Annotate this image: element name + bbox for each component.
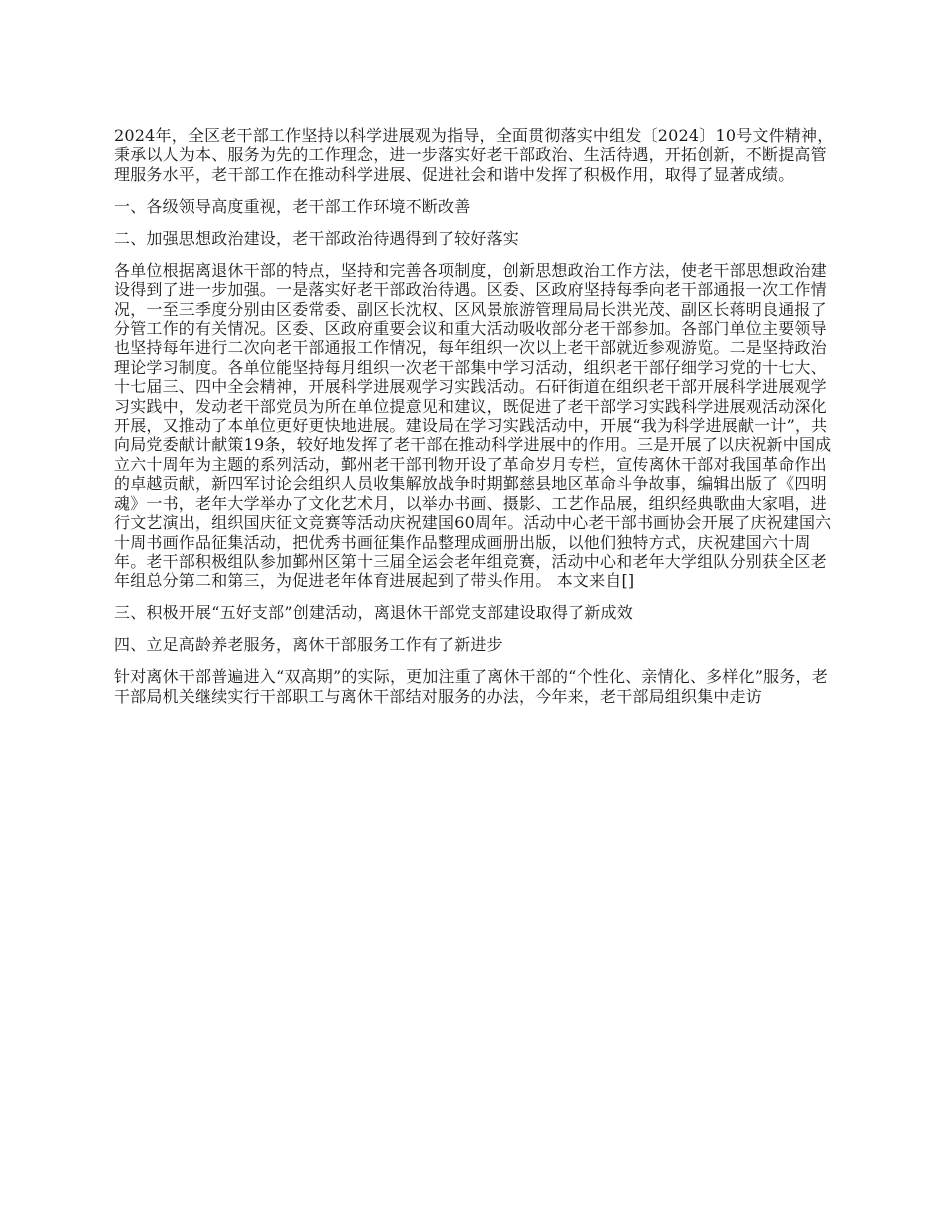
section-2-paragraph: 各单位根据离退休干部的特点，坚持和完善各项制度，创新思想政治工作方法，使老干部思想政治建设得到了进一步加强。一是落实好老干部政治待遇。区委、区政府坚持每季向老干部通报一次工作情况，一至三季度分别由区委常委、副区长沈权、区风景旅游管理局局长洪光茂、副区长蒋明良通报了分管工作的有关情况。区委、区政府重要会议和重大活动吸收部分老干部参加。各部门单位主要领导也坚持每年进行二次向老干部通报工作情况，每年组织一次以上老干部就近参观游览。二是坚持政治理论学习制度。各单位能坚持每月组织一次老干部集中学习活动，组织老干部仔细学习党的十七大、十七届三、四中全会精神，开展科学进展观学习实践活动。石矸街道在组织老干部开展科学进展观学习实践中，发动老干部党员为所在单位提意见和建议，既促进了老干部学习实践科学进展观活动深化开展，又推动了本单位更好更快地进展。建设局在学习实践活动中，开展“我为科学进展献一计”，共向局党委献计献策19条，较好地发挥了老干部在推动科学进展中的作用。三是开展了以庆祝新中国成立六十周年为主题的系列活动，鄞州老干部刊物开设了革命岁月专栏，宣传离休干部对我国革命作出的卓越贡献，新四军讨论会组织人员收集解放战争时期鄞慈县地区革命斗争故事，编辑出版了《四明魂》一书，老年大学举办了文化艺术月，以举办书画、摄影、工艺作品展，组织经典歌曲大家唱，进行文艺演出，组织国庆征文竞赛等活动庆祝建国60周年。活动中心老干部书画协会开展了庆祝建国六十周书画作品征集活动，把优秀书画征集作品整理成画册出版，以他们独特方式，庆祝建国六十周年。老干部积极组队参加鄞州区第十三届全运会老年组竞赛，活动中心和老年大学组队分别获全区老年组总分第二和第三，为促进老年体育进展起到了带头作用。 本文来自[] xyxy=(114,260,832,591)
intro-paragraph: 2024年，全区老干部工作坚持以科学进展观为指导，全面贯彻落实中组发〔2024〕10号文件精神，秉承以人为本、服务为先的工作理念，进一步落实好老干部政治、生活待遇，开拓创新，不断提高管理服务水平，老干部工作在推动科学进展、促进社会和谐中发挥了积极作用，取得了显著成绩。 xyxy=(114,126,834,184)
section-heading-4: 四、立足高龄养老服务，离休干部服务工作有了新进步 xyxy=(114,635,503,655)
document-body xyxy=(114,126,840,719)
section-heading-2: 二、加强思想政治建设，老干部政治待遇得到了较好落实 xyxy=(114,228,520,248)
section-4-paragraph: 针对离休干部普遍进入“双高期”的实际，更加注重了离休干部的“个性化、亲情化、多样化”服务，老干部局机关继续实行干部职工与离休干部结对服务的办法，今年来，老干部局组织集中走访 xyxy=(114,667,828,706)
section-heading-3: 三、积极开展“五好支部”创建活动，离退休干部党支部建设取得了新成效 xyxy=(114,603,633,623)
section-heading-1: 一、各级领导高度重视，老干部工作环境不断改善 xyxy=(114,196,471,216)
